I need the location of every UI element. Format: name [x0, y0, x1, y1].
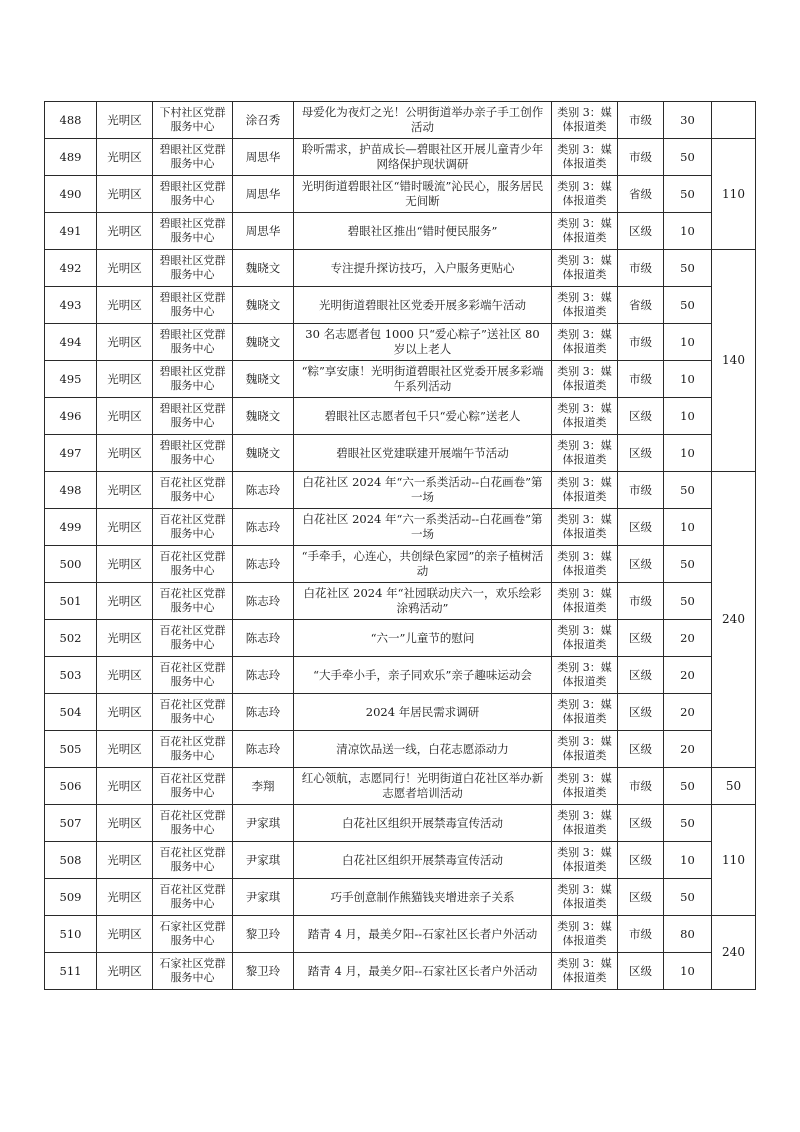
district-cell: 光明区	[97, 324, 153, 361]
level-cell: 市级	[618, 250, 664, 287]
score-cell: 10	[664, 324, 712, 361]
table-row	[45, 953, 756, 990]
district-cell: 光明区	[97, 805, 153, 842]
person-cell: 尹家琪	[233, 842, 294, 879]
row-number: 500	[45, 546, 97, 583]
score-cell: 80	[664, 916, 712, 953]
group-total-cell	[712, 102, 756, 139]
row-number: 509	[45, 879, 97, 916]
table-row	[45, 694, 756, 731]
district-cell: 光明区	[97, 768, 153, 805]
table-row	[45, 398, 756, 435]
category-cell: 类别 3：媒体报道类	[552, 842, 618, 879]
district-cell: 光明区	[97, 398, 153, 435]
level-cell: 区级	[618, 953, 664, 990]
score-cell: 50	[664, 546, 712, 583]
row-number: 494	[45, 324, 97, 361]
level-cell: 区级	[618, 435, 664, 472]
score-cell: 10	[664, 953, 712, 990]
level-cell: 市级	[618, 583, 664, 620]
table-row	[45, 509, 756, 546]
district-cell: 光明区	[97, 953, 153, 990]
organization-cell: 百花社区党群服务中心	[153, 731, 233, 768]
district-cell: 光明区	[97, 879, 153, 916]
table-row	[45, 102, 756, 139]
district-cell: 光明区	[97, 213, 153, 250]
table-row	[45, 583, 756, 620]
row-number: 508	[45, 842, 97, 879]
person-cell: 尹家琪	[233, 879, 294, 916]
category-cell: 类别 3：媒体报道类	[552, 361, 618, 398]
activity-title-cell: 30 名志愿者包 1000 只“爱心粽子”送社区 80 岁以上老人	[294, 324, 552, 361]
activity-title-cell: 巧手创意制作熊猫钱夹增进亲子关系	[294, 879, 552, 916]
level-cell: 市级	[618, 361, 664, 398]
category-cell: 类别 3：媒体报道类	[552, 213, 618, 250]
row-number: 510	[45, 916, 97, 953]
activity-title-cell: 白花社区组织开展禁毒宣传活动	[294, 842, 552, 879]
category-cell: 类别 3：媒体报道类	[552, 620, 618, 657]
table-row	[45, 250, 756, 287]
table-row	[45, 768, 756, 805]
district-cell: 光明区	[97, 139, 153, 176]
category-cell: 类别 3：媒体报道类	[552, 435, 618, 472]
activity-title-cell: 踏青 4 月，最美夕阳--石家社区长者户外活动	[294, 953, 552, 990]
category-cell: 类别 3：媒体报道类	[552, 287, 618, 324]
district-cell: 光明区	[97, 435, 153, 472]
row-number: 492	[45, 250, 97, 287]
group-total-cell: 140	[712, 250, 756, 472]
level-cell: 区级	[618, 731, 664, 768]
row-number: 507	[45, 805, 97, 842]
person-cell: 陈志玲	[233, 509, 294, 546]
row-number: 501	[45, 583, 97, 620]
level-cell: 区级	[618, 213, 664, 250]
score-table	[44, 101, 756, 990]
score-cell: 50	[664, 176, 712, 213]
table-row	[45, 842, 756, 879]
district-cell: 光明区	[97, 509, 153, 546]
activity-title-cell: 碧眼社区党建联建开展端午节活动	[294, 435, 552, 472]
district-cell: 光明区	[97, 620, 153, 657]
score-cell: 50	[664, 768, 712, 805]
level-cell: 区级	[618, 879, 664, 916]
activity-title-cell: 清凉饮品送一线，白花志愿添动力	[294, 731, 552, 768]
category-cell: 类别 3：媒体报道类	[552, 472, 618, 509]
person-cell: 魏晓文	[233, 287, 294, 324]
level-cell: 区级	[618, 657, 664, 694]
category-cell: 类别 3：媒体报道类	[552, 398, 618, 435]
organization-cell: 碧眼社区党群服务中心	[153, 287, 233, 324]
person-cell: 陈志玲	[233, 731, 294, 768]
organization-cell: 碧眼社区党群服务中心	[153, 398, 233, 435]
level-cell: 市级	[618, 916, 664, 953]
activity-title-cell: 2024 年居民需求调研	[294, 694, 552, 731]
score-cell: 50	[664, 583, 712, 620]
person-cell: 黎卫玲	[233, 916, 294, 953]
group-total-cell: 50	[712, 768, 756, 805]
category-cell: 类别 3：媒体报道类	[552, 250, 618, 287]
row-number: 491	[45, 213, 97, 250]
category-cell: 类别 3：媒体报道类	[552, 176, 618, 213]
activity-title-cell: 光明街道碧眼社区党委开展多彩端午活动	[294, 287, 552, 324]
person-cell: 陈志玲	[233, 620, 294, 657]
row-number: 511	[45, 953, 97, 990]
table-row	[45, 435, 756, 472]
category-cell: 类别 3：媒体报道类	[552, 916, 618, 953]
row-number: 506	[45, 768, 97, 805]
category-cell: 类别 3：媒体报道类	[552, 324, 618, 361]
row-number: 495	[45, 361, 97, 398]
score-cell: 50	[664, 139, 712, 176]
category-cell: 类别 3：媒体报道类	[552, 879, 618, 916]
category-cell: 类别 3：媒体报道类	[552, 583, 618, 620]
person-cell: 周思华	[233, 176, 294, 213]
person-cell: 魏晓文	[233, 250, 294, 287]
level-cell: 区级	[618, 546, 664, 583]
activity-title-cell: 白花社区 2024 年“六一系类活动--白花画卷”第一场	[294, 472, 552, 509]
category-cell: 类别 3：媒体报道类	[552, 139, 618, 176]
person-cell: 陈志玲	[233, 657, 294, 694]
district-cell: 光明区	[97, 546, 153, 583]
organization-cell: 碧眼社区党群服务中心	[153, 435, 233, 472]
score-cell: 10	[664, 398, 712, 435]
category-cell: 类别 3：媒体报道类	[552, 731, 618, 768]
district-cell: 光明区	[97, 842, 153, 879]
row-number: 489	[45, 139, 97, 176]
person-cell: 魏晓文	[233, 398, 294, 435]
category-cell: 类别 3：媒体报道类	[552, 509, 618, 546]
category-cell: 类别 3：媒体报道类	[552, 768, 618, 805]
organization-cell: 下村社区党群服务中心	[153, 102, 233, 139]
category-cell: 类别 3：媒体报道类	[552, 694, 618, 731]
level-cell: 市级	[618, 102, 664, 139]
organization-cell: 碧眼社区党群服务中心	[153, 139, 233, 176]
person-cell: 魏晓文	[233, 435, 294, 472]
level-cell: 区级	[618, 694, 664, 731]
row-number: 498	[45, 472, 97, 509]
table-row	[45, 731, 756, 768]
score-cell: 20	[664, 731, 712, 768]
district-cell: 光明区	[97, 583, 153, 620]
row-number: 505	[45, 731, 97, 768]
activity-title-cell: “六一”儿童节的慰问	[294, 620, 552, 657]
district-cell: 光明区	[97, 361, 153, 398]
table-row	[45, 472, 756, 509]
table-row	[45, 324, 756, 361]
activity-title-cell: 专注提升探访技巧，入户服务更贴心	[294, 250, 552, 287]
district-cell: 光明区	[97, 731, 153, 768]
score-cell: 20	[664, 694, 712, 731]
level-cell: 区级	[618, 842, 664, 879]
district-cell: 光明区	[97, 472, 153, 509]
district-cell: 光明区	[97, 176, 153, 213]
activity-title-cell: 踏青 4 月，最美夕阳--石家社区长者户外活动	[294, 916, 552, 953]
activity-title-cell: 红心领航，志愿同行！光明街道白花社区举办新志愿者培训活动	[294, 768, 552, 805]
level-cell: 市级	[618, 472, 664, 509]
table-row	[45, 657, 756, 694]
activity-title-cell: 光明街道碧眼社区“错时暖流”沁民心，服务居民无间断	[294, 176, 552, 213]
score-cell: 20	[664, 657, 712, 694]
level-cell: 区级	[618, 805, 664, 842]
organization-cell: 百花社区党群服务中心	[153, 472, 233, 509]
table-row	[45, 176, 756, 213]
activity-title-cell: 母爱化为夜灯之光！公明街道举办亲子手工创作活动	[294, 102, 552, 139]
district-cell: 光明区	[97, 657, 153, 694]
table-row	[45, 546, 756, 583]
score-cell: 50	[664, 287, 712, 324]
score-cell: 10	[664, 509, 712, 546]
organization-cell: 碧眼社区党群服务中心	[153, 324, 233, 361]
row-number: 503	[45, 657, 97, 694]
person-cell: 陈志玲	[233, 546, 294, 583]
table-row	[45, 287, 756, 324]
organization-cell: 百花社区党群服务中心	[153, 694, 233, 731]
person-cell: 尹家琪	[233, 805, 294, 842]
person-cell: 黎卫玲	[233, 953, 294, 990]
activity-title-cell: “粽”享安康！光明街道碧眼社区党委开展多彩端午系列活动	[294, 361, 552, 398]
score-cell: 10	[664, 842, 712, 879]
table-row	[45, 879, 756, 916]
score-cell: 10	[664, 213, 712, 250]
organization-cell: 百花社区党群服务中心	[153, 842, 233, 879]
score-cell: 50	[664, 879, 712, 916]
district-cell: 光明区	[97, 102, 153, 139]
organization-cell: 碧眼社区党群服务中心	[153, 250, 233, 287]
person-cell: 陈志玲	[233, 694, 294, 731]
table-row	[45, 805, 756, 842]
activity-title-cell: 碧眼社区志愿者包千只“爱心粽”送老人	[294, 398, 552, 435]
score-cell: 10	[664, 361, 712, 398]
district-cell: 光明区	[97, 694, 153, 731]
organization-cell: 百花社区党群服务中心	[153, 509, 233, 546]
organization-cell: 石家社区党群服务中心	[153, 916, 233, 953]
category-cell: 类别 3：媒体报道类	[552, 805, 618, 842]
person-cell: 陈志玲	[233, 583, 294, 620]
level-cell: 市级	[618, 768, 664, 805]
table-row	[45, 213, 756, 250]
group-total-cell: 240	[712, 472, 756, 768]
category-cell: 类别 3：媒体报道类	[552, 546, 618, 583]
table-row	[45, 916, 756, 953]
score-cell: 30	[664, 102, 712, 139]
organization-cell: 碧眼社区党群服务中心	[153, 213, 233, 250]
score-cell: 50	[664, 250, 712, 287]
table-row	[45, 620, 756, 657]
activity-title-cell: 白花社区 2024 年“社园联动庆六一，欢乐绘彩涂鸦活动”	[294, 583, 552, 620]
group-total-cell: 240	[712, 916, 756, 990]
category-cell: 类别 3：媒体报道类	[552, 953, 618, 990]
district-cell: 光明区	[97, 287, 153, 324]
row-number: 490	[45, 176, 97, 213]
row-number: 502	[45, 620, 97, 657]
organization-cell: 百花社区党群服务中心	[153, 620, 233, 657]
level-cell: 市级	[618, 139, 664, 176]
group-total-cell: 110	[712, 805, 756, 916]
person-cell: 周思华	[233, 213, 294, 250]
row-number: 496	[45, 398, 97, 435]
organization-cell: 百花社区党群服务中心	[153, 768, 233, 805]
level-cell: 省级	[618, 287, 664, 324]
row-number: 493	[45, 287, 97, 324]
category-cell: 类别 3：媒体报道类	[552, 102, 618, 139]
activity-title-cell: “大手牵小手，亲子同欢乐”亲子趣味运动会	[294, 657, 552, 694]
organization-cell: 石家社区党群服务中心	[153, 953, 233, 990]
organization-cell: 碧眼社区党群服务中心	[153, 361, 233, 398]
level-cell: 区级	[618, 509, 664, 546]
organization-cell: 百花社区党群服务中心	[153, 657, 233, 694]
level-cell: 区级	[618, 620, 664, 657]
score-cell: 50	[664, 472, 712, 509]
organization-cell: 百花社区党群服务中心	[153, 583, 233, 620]
group-total-cell: 110	[712, 139, 756, 250]
score-cell: 50	[664, 805, 712, 842]
activity-title-cell: 白花社区 2024 年“六一系类活动--白花画卷”第一场	[294, 509, 552, 546]
district-cell: 光明区	[97, 250, 153, 287]
organization-cell: 百花社区党群服务中心	[153, 879, 233, 916]
person-cell: 涂召秀	[233, 102, 294, 139]
score-cell: 20	[664, 620, 712, 657]
person-cell: 李翔	[233, 768, 294, 805]
organization-cell: 碧眼社区党群服务中心	[153, 176, 233, 213]
level-cell: 市级	[618, 324, 664, 361]
table-row	[45, 139, 756, 176]
category-cell: 类别 3：媒体报道类	[552, 657, 618, 694]
row-number: 488	[45, 102, 97, 139]
activity-title-cell: “手牵手，心连心，共创绿色家园”的亲子植树活动	[294, 546, 552, 583]
row-number: 504	[45, 694, 97, 731]
score-cell: 10	[664, 435, 712, 472]
level-cell: 省级	[618, 176, 664, 213]
person-cell: 魏晓文	[233, 324, 294, 361]
organization-cell: 百花社区党群服务中心	[153, 805, 233, 842]
activity-title-cell: 白花社区组织开展禁毒宣传活动	[294, 805, 552, 842]
table-body	[45, 102, 756, 990]
organization-cell: 百花社区党群服务中心	[153, 546, 233, 583]
activity-title-cell: 聆听需求，护苗成长—碧眼社区开展儿童青少年网络保护现状调研	[294, 139, 552, 176]
person-cell: 魏晓文	[233, 361, 294, 398]
row-number: 497	[45, 435, 97, 472]
level-cell: 区级	[618, 398, 664, 435]
table-row	[45, 361, 756, 398]
activity-title-cell: 碧眼社区推出“错时便民服务”	[294, 213, 552, 250]
person-cell: 周思华	[233, 139, 294, 176]
person-cell: 陈志玲	[233, 472, 294, 509]
row-number: 499	[45, 509, 97, 546]
district-cell: 光明区	[97, 916, 153, 953]
